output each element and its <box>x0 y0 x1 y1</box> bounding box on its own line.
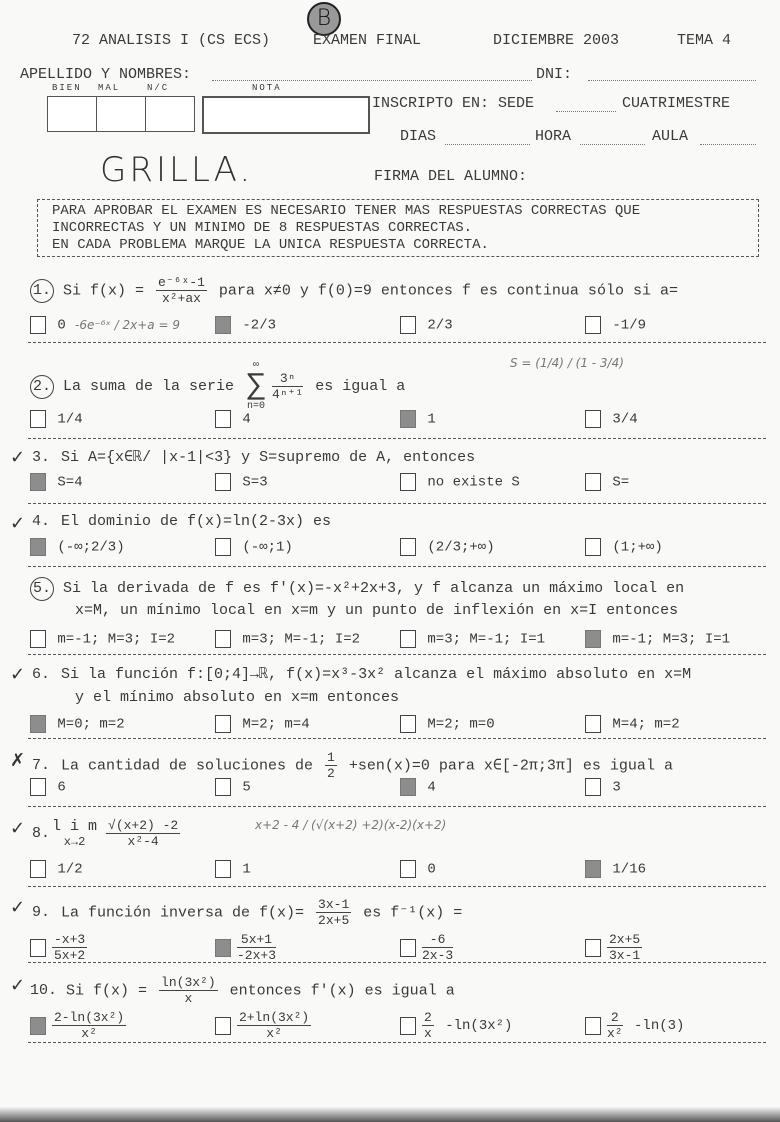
answer-option[interactable] <box>30 473 83 491</box>
denominator: x <box>184 991 193 1006</box>
sum-top: ∞ <box>253 360 260 371</box>
numerator: 2+ln(3x²) <box>239 1010 310 1025</box>
answer-checkbox[interactable] <box>400 860 416 878</box>
stem-text: S=4 <box>49 474 83 491</box>
answer-option[interactable] <box>215 473 268 491</box>
limit-label: l i m <box>52 818 98 835</box>
question-divider <box>28 566 766 567</box>
stem-text: m=3; M=-1; I=2 <box>234 631 361 648</box>
limit <box>52 818 97 849</box>
question-divider <box>28 886 766 887</box>
answer-checkbox[interactable] <box>30 473 46 491</box>
answer-checkbox[interactable] <box>400 939 416 957</box>
denominator: -2x+3 <box>237 948 277 963</box>
numerator: 1 <box>327 750 335 765</box>
firma-label: FIRMA DEL ALUMNO: <box>374 168 528 185</box>
nota-box <box>202 96 370 134</box>
name-label: APELLIDO Y NOMBRES: <box>20 66 192 83</box>
fraction <box>106 818 180 849</box>
stem-text: 0 <box>419 861 436 878</box>
answer-option[interactable] <box>585 715 680 733</box>
dni-label: DNI: <box>536 66 573 83</box>
fraction <box>607 1010 623 1041</box>
answer-option[interactable] <box>400 410 436 428</box>
answer-checkbox[interactable] <box>585 538 601 556</box>
stem-text: 2/3 <box>419 317 453 334</box>
inscripto-label: INSCRIPTO EN: SEDE <box>372 95 535 112</box>
answer-option[interactable] <box>585 473 629 491</box>
answer-option[interactable] <box>215 630 360 648</box>
stem-text: Si f(x) = <box>57 982 157 1000</box>
stem-text: M=0; m=2 <box>49 716 125 733</box>
numerator: 5x+1 <box>237 932 276 948</box>
answer-option[interactable] <box>30 778 66 796</box>
instructions-box <box>37 199 759 257</box>
stem-text: es f⁻¹(x) = <box>354 904 463 922</box>
answer-option[interactable] <box>585 538 663 556</box>
exam-title: EXAMEN FINAL <box>313 32 422 49</box>
fraction <box>607 932 642 963</box>
handwritten-name: GRILLA. <box>100 150 254 190</box>
handwritten-note: -6e⁻⁶ˣ / 2x+a = 9 <box>75 318 180 332</box>
denominator: 5x+2 <box>54 948 86 963</box>
numerator: 2-ln(3x²) <box>54 1010 125 1025</box>
handwritten-note: S = (1/4) / (1 - 3/4) <box>510 356 624 370</box>
stem-text: M=2; m=0 <box>419 716 495 733</box>
stem-text: M=4; m=2 <box>604 716 680 733</box>
answer-checkbox[interactable] <box>400 715 416 733</box>
grade-header-bien: BIEN <box>52 83 82 93</box>
stem-text: 5 <box>234 779 251 796</box>
stem-text: -ln(3) <box>625 1018 685 1035</box>
answer-option[interactable] <box>585 316 646 334</box>
fraction <box>156 275 207 306</box>
question-divider <box>28 1042 766 1043</box>
grade-header-nc: N/C <box>147 83 170 93</box>
answer-option[interactable] <box>400 932 456 963</box>
fraction <box>422 932 453 963</box>
stem-text: m=-1; M=3; I=1 <box>604 631 731 648</box>
answer-option[interactable] <box>215 932 279 963</box>
answer-checkbox[interactable] <box>400 630 416 648</box>
answer-checkbox[interactable] <box>30 316 46 334</box>
stem-text: (2/3;+∞) <box>419 539 495 556</box>
answer-option[interactable] <box>215 778 251 796</box>
aula-field[interactable] <box>700 132 756 145</box>
answer-option[interactable] <box>30 538 125 556</box>
stem-text: y el mínimo absoluto en x=m entonces <box>75 689 400 706</box>
fraction <box>422 1010 434 1041</box>
stem-text: no existe S <box>419 474 520 491</box>
answer-option[interactable] <box>400 715 495 733</box>
answer-option[interactable] <box>215 538 293 556</box>
fraction <box>52 932 87 963</box>
stem-text: -ln(3x²) <box>436 1018 513 1035</box>
question-number: 10. <box>30 982 58 1000</box>
stem-text: 1/16 <box>604 861 647 878</box>
answer-checkbox[interactable] <box>400 316 416 334</box>
question-number: 6. <box>31 666 50 683</box>
answer-checkbox[interactable] <box>215 860 231 878</box>
answer-option[interactable] <box>30 932 90 963</box>
answer-checkbox[interactable] <box>400 538 416 556</box>
exam-tema: TEMA 4 <box>677 32 732 49</box>
exam-date: DICIEMBRE 2003 <box>493 32 620 49</box>
question-stem <box>30 577 684 601</box>
denominator: x <box>424 1026 432 1041</box>
question-divider <box>28 342 766 343</box>
answer-checkbox[interactable] <box>400 778 416 796</box>
answer-checkbox[interactable] <box>30 538 46 556</box>
stem-text: (-∞;1) <box>234 539 293 556</box>
stem-text: 6 <box>49 779 66 796</box>
nota-header: NOTA <box>252 83 282 93</box>
answer-checkbox[interactable] <box>215 939 231 957</box>
answer-checkbox[interactable] <box>585 778 601 796</box>
fraction <box>325 750 337 781</box>
denominator: x²-4 <box>127 834 159 849</box>
answer-option[interactable] <box>30 715 125 733</box>
numerator: √(x+2) -2 <box>108 818 179 833</box>
question-number: 4. <box>31 513 50 530</box>
sum-bot: n=0 <box>247 401 266 412</box>
denominator: x² <box>81 1026 97 1041</box>
answer-checkbox[interactable] <box>30 939 46 957</box>
answer-checkbox[interactable] <box>215 778 231 796</box>
numerator: 2 <box>607 1010 623 1026</box>
question-stem <box>10 664 692 685</box>
dni-field[interactable] <box>588 68 756 81</box>
answer-checkbox[interactable] <box>585 316 601 334</box>
stem-text: El dominio de f(x)=ln(2-3x) es <box>52 513 332 530</box>
check-mark-icon: ✓ <box>10 975 26 996</box>
question-stem <box>75 602 678 619</box>
scan-edge <box>0 1106 780 1122</box>
question-stem <box>10 975 455 1006</box>
denominator: 2 <box>327 766 335 781</box>
question-stem <box>10 750 673 781</box>
stem-text: Si la derivada de f es f'(x)=-x²+2x+3, y f alcanza un máximo local en <box>54 580 685 597</box>
bien-box <box>47 96 97 132</box>
question-number: 5. <box>30 577 54 601</box>
stem-text: -2/3 <box>234 317 277 334</box>
dias-field[interactable] <box>445 132 530 145</box>
denominator: 3x-1 <box>609 948 641 963</box>
question-divider <box>28 503 766 504</box>
question-stem <box>10 818 183 849</box>
instruction-line: EN CADA PROBLEMA MARQUE LA UNICA RESPUESTA CORRECTA. <box>52 237 489 253</box>
question-stem <box>30 275 678 306</box>
answer-option[interactable] <box>585 778 621 796</box>
stem-text: La cantidad de soluciones de <box>52 757 323 775</box>
cross-mark-icon: ✗ <box>10 750 26 771</box>
check-mark-icon: ✓ <box>10 513 26 534</box>
stem-text: +sen(x)=0 para x∈[-2π;3π] es igual a <box>339 757 673 775</box>
stem-text: -1/9 <box>604 317 647 334</box>
answer-option[interactable] <box>400 538 495 556</box>
fraction <box>237 1010 311 1041</box>
denominator: x² <box>266 1026 282 1041</box>
question-number: 9. <box>31 904 50 922</box>
stem-text: x=M, un mínimo local en x=m y un punto de inflexión en x=I entonces <box>75 602 679 619</box>
version-letter-circled: B <box>307 2 341 36</box>
stem-text: 1 <box>419 411 436 428</box>
numerator: 2x+5 <box>609 932 641 947</box>
check-mark-icon: ✓ <box>10 447 26 468</box>
question-number: 2. <box>30 375 54 399</box>
denominator: 2x+5 <box>318 913 350 928</box>
answer-checkbox[interactable] <box>585 939 601 957</box>
summation <box>247 360 265 412</box>
answer-option[interactable] <box>215 316 276 334</box>
answer-checkbox[interactable] <box>215 1017 231 1035</box>
fraction <box>272 371 303 402</box>
stem-text: S=3 <box>234 474 268 491</box>
answer-option[interactable] <box>30 410 83 428</box>
denominator: 4ⁿ⁺¹ <box>272 386 304 402</box>
answer-checkbox[interactable] <box>215 630 231 648</box>
grade-header-mal: MAL <box>98 83 121 93</box>
answer-checkbox[interactable] <box>215 473 231 491</box>
fraction <box>52 1010 126 1041</box>
question-divider <box>28 738 766 739</box>
stem-text: m=-1; M=3; I=2 <box>49 631 176 648</box>
denominator: 2x-3 <box>422 948 454 963</box>
course-title: 72 ANALISIS I (CS ECS) <box>72 32 271 49</box>
sum-sig: ∑ <box>247 369 266 403</box>
answer-option[interactable] <box>400 1010 512 1041</box>
answer-checkbox[interactable] <box>215 538 231 556</box>
denominator: x² <box>607 1026 623 1041</box>
answer-option[interactable] <box>215 860 251 878</box>
question-number: 1. <box>30 279 54 303</box>
stem-text: 3/4 <box>604 411 638 428</box>
answer-checkbox[interactable] <box>215 715 231 733</box>
question-divider <box>28 962 766 963</box>
stem-text: Si A={x∈ℝ/ |x-1|<3} y S=supremo de A, entonces <box>52 449 476 466</box>
stem-text: 4 <box>419 779 436 796</box>
answer-checkbox[interactable] <box>30 630 46 648</box>
question-number: 3. <box>31 449 50 466</box>
stem-text: es igual a <box>306 377 406 395</box>
question-stem <box>10 513 332 534</box>
numerator: 2 <box>424 1010 432 1025</box>
sede-field[interactable] <box>556 99 616 112</box>
answer-checkbox[interactable] <box>585 410 601 428</box>
instruction-line: PARA APROBAR EL EXAMEN ES NECESARIO TENER MAS RESPUESTAS CORRECTAS QUE <box>52 203 641 219</box>
question-number: 8. <box>31 825 50 843</box>
limit-subscript: x→2 <box>63 835 86 849</box>
answer-option[interactable] <box>585 630 730 648</box>
handwritten-note: x+2 - 4 / (√(x+2) +2)(x-2)(x+2) <box>255 818 447 832</box>
hora-label: HORA <box>535 128 572 145</box>
check-mark-icon: ✓ <box>10 897 26 918</box>
answer-checkbox[interactable] <box>30 715 46 733</box>
stem-text: para x≠0 y f(0)=9 entonces f es continua sólo si a= <box>209 282 678 300</box>
answer-option[interactable] <box>30 860 83 878</box>
stem-text: 4 <box>234 411 251 428</box>
answer-option[interactable] <box>215 410 251 428</box>
check-mark-icon: ✓ <box>10 664 26 685</box>
answer-checkbox[interactable] <box>30 860 46 878</box>
answer-option[interactable] <box>215 1010 314 1041</box>
answer-option[interactable] <box>215 715 310 733</box>
answer-checkbox[interactable] <box>215 410 231 428</box>
stem-text: 0 <box>49 317 66 334</box>
answer-option[interactable] <box>585 860 646 878</box>
answer-checkbox[interactable] <box>30 1017 46 1035</box>
stem-text: (1;+∞) <box>604 539 663 556</box>
mal-box <box>96 96 146 132</box>
answer-option[interactable] <box>400 630 545 648</box>
answer-checkbox[interactable] <box>585 630 601 648</box>
answer-option[interactable] <box>30 316 66 334</box>
question-stem <box>10 897 463 928</box>
answer-option[interactable] <box>400 860 436 878</box>
answer-checkbox[interactable] <box>585 860 601 878</box>
answer-checkbox[interactable] <box>30 410 46 428</box>
fraction <box>159 975 218 1006</box>
numerator: e⁻⁶ˣ-1 <box>158 275 205 290</box>
question-divider <box>28 654 766 655</box>
question-divider <box>28 438 766 439</box>
stem-text: 1 <box>234 861 251 878</box>
answer-option[interactable] <box>585 410 638 428</box>
dias-label: DIAS <box>400 128 437 145</box>
cuatrimestre-label: CUATRIMESTRE <box>622 95 731 112</box>
answer-checkbox[interactable] <box>30 778 46 796</box>
stem-text: 1/4 <box>49 411 83 428</box>
stem-text: Si f(x) = <box>54 282 154 300</box>
numerator: -6 <box>422 932 453 948</box>
stem-text: M=2; m=4 <box>234 716 310 733</box>
question-stem <box>30 360 405 412</box>
stem-text: 1/2 <box>49 861 83 878</box>
stem-text: m=3; M=-1; I=1 <box>419 631 546 648</box>
answer-option[interactable] <box>400 473 520 491</box>
question-divider <box>28 806 766 807</box>
stem-text: Si la función f:[0;4]→ℝ, f(x)=x³-3x² alcanza el máximo absoluto en x=M <box>52 666 692 683</box>
answer-option[interactable] <box>400 778 436 796</box>
stem-text: S= <box>604 474 630 491</box>
name-field[interactable] <box>212 68 532 81</box>
answer-checkbox[interactable] <box>585 1017 601 1035</box>
stem-text: 3 <box>604 779 621 796</box>
hora-field[interactable] <box>580 132 645 145</box>
stem-text: La función inversa de f(x)= <box>52 904 314 922</box>
answer-checkbox[interactable] <box>585 473 601 491</box>
numerator: ln(3x²) <box>161 975 216 990</box>
answer-checkbox[interactable] <box>400 473 416 491</box>
answer-checkbox[interactable] <box>400 1017 416 1035</box>
fraction <box>316 897 351 928</box>
nc-box <box>145 96 195 132</box>
answer-option[interactable] <box>585 932 645 963</box>
fraction <box>237 932 276 963</box>
stem-text: entonces f'(x) es igual a <box>220 982 455 1000</box>
answer-option[interactable] <box>400 316 453 334</box>
numerator: -x+3 <box>54 932 86 947</box>
stem-text: La suma de la serie <box>54 377 244 395</box>
check-mark-icon: ✓ <box>10 818 26 839</box>
answer-checkbox[interactable] <box>400 410 416 428</box>
question-stem <box>75 689 399 706</box>
math-expression <box>604 1010 685 1041</box>
answer-option[interactable] <box>30 630 175 648</box>
question-stem <box>10 447 476 468</box>
stem-text: (-∞;2/3) <box>49 539 125 556</box>
math-expression <box>419 1010 513 1041</box>
denominator: x²+ax <box>161 291 201 306</box>
instruction-line: INCORRECTAS Y UN MINIMO DE 8 RESPUESTAS CORRECTAS. <box>52 220 473 236</box>
answer-checkbox[interactable] <box>215 316 231 334</box>
question-number: 7. <box>31 757 50 775</box>
numerator: 3x-1 <box>318 897 350 912</box>
aula-label: AULA <box>652 128 689 145</box>
answer-option[interactable] <box>585 1010 684 1041</box>
answer-checkbox[interactable] <box>585 715 601 733</box>
numerator: 3ⁿ <box>272 371 303 387</box>
answer-option[interactable] <box>30 1010 129 1041</box>
